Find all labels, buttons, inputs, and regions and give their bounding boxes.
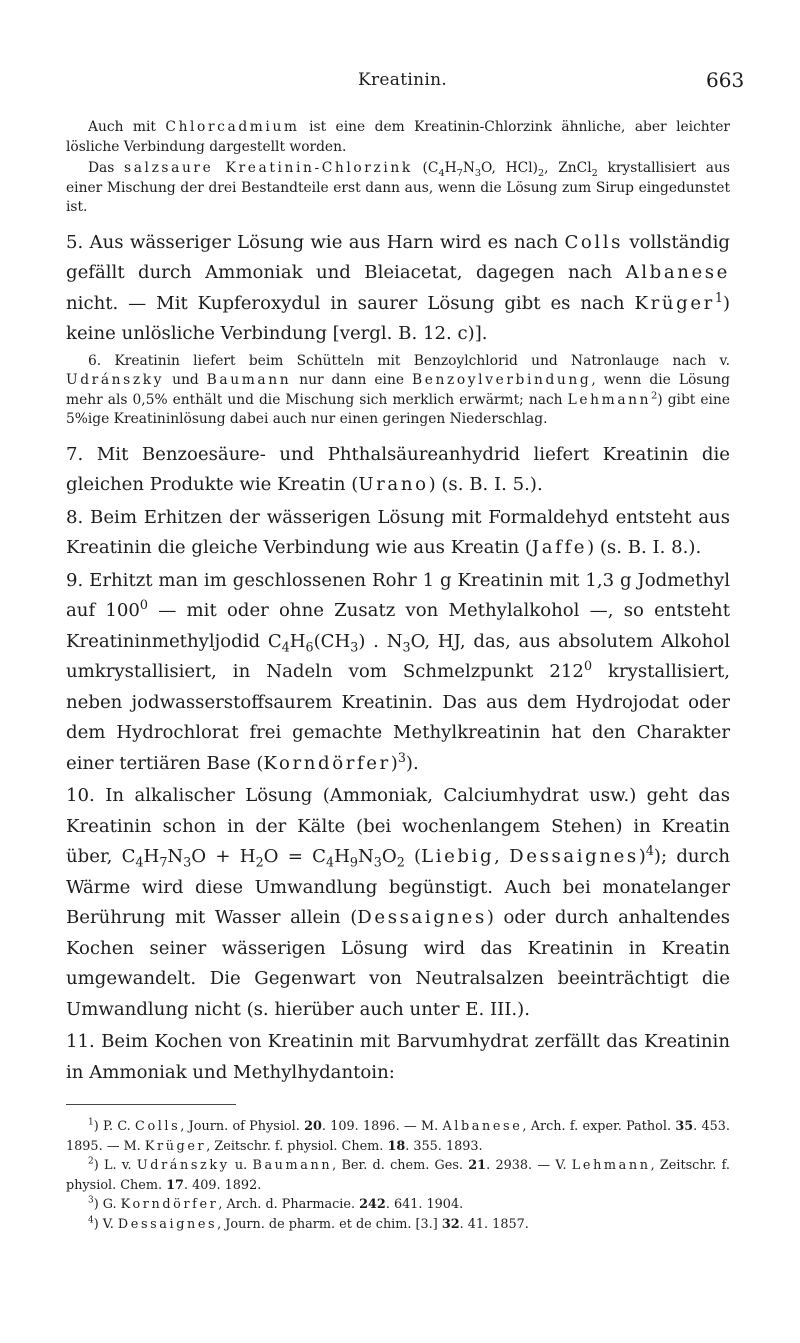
subscript: 3	[402, 639, 411, 655]
spaced-term: Dessaignes	[509, 846, 639, 867]
text-run: . 641. 1904.	[385, 1197, 464, 1212]
text-run: ) G.	[93, 1197, 121, 1212]
formula-part: O = C	[263, 846, 327, 867]
spaced-term: Baumann	[252, 1158, 333, 1173]
text-run: ) (s. B. I. 5.).	[428, 474, 543, 495]
text-run: ) gibt eine 5%ige Kreatininlösung dabei auch nur einen geringen Niederschlag.	[66, 391, 730, 427]
subscript: 6	[305, 639, 314, 655]
text-run: und	[164, 372, 207, 388]
formula-part: , ZnCl	[544, 160, 592, 176]
subscript: 4	[438, 167, 445, 179]
formula-part: O + H	[191, 846, 256, 867]
paragraph-6	[66, 352, 730, 430]
text-run: 10. In alkalischer Lösung (Ammoniak, Calciumhydrat usw.) geht das Kreatinin schon in der Kälte (bei wochenlangem Stehen) in Kreatin über, C	[66, 785, 730, 867]
superscript: 0	[139, 596, 148, 612]
spaced-term: Lehmann	[567, 391, 652, 408]
paragraph-10	[66, 781, 730, 1025]
text-run: ) oder durch anhaltendes Kochen seiner wässerigen Lösung wird das Kreatinin in Kreatin umgewandelt. Die Gegenwart von Neutralsalzen beeinträchtigt die Umwandlung nicht (s. hierüber auch unter E. III.).	[66, 907, 730, 1020]
page-header	[0, 70, 800, 100]
subscript: 3	[373, 854, 382, 870]
text-run: Das	[88, 160, 125, 176]
footnote-ref: 1	[714, 289, 723, 305]
formula-part: H	[143, 846, 160, 867]
footnote-number: 4	[88, 1215, 94, 1226]
formula-part: N	[462, 160, 475, 176]
paragraph-8	[66, 503, 730, 564]
paragraph-5	[66, 228, 730, 350]
text-run: . 41. 1857.	[459, 1216, 529, 1232]
subscript: 4	[281, 639, 290, 655]
text-run: ) (s. B. I. 8.).	[587, 537, 702, 558]
volume-number: 32	[441, 1216, 460, 1232]
spaced-term: Dessaignes	[357, 907, 487, 928]
text-run: . 2938. — V.	[486, 1158, 572, 1173]
text-run: , Ber. d. chem. Ges.	[332, 1158, 469, 1173]
formula-part: (C	[412, 160, 439, 176]
text-run: ,	[494, 846, 510, 867]
footnote-ref: 4	[645, 842, 654, 858]
spaced-term: Colls	[564, 231, 624, 253]
spaced-term: Colls	[135, 1119, 181, 1134]
formula-part: O	[381, 846, 397, 867]
text-run: 6. Kreatinin liefert beim Schütteln mit Benzoylchlorid und Natronlauge nach v.	[88, 352, 730, 369]
footnote-ref: 2	[651, 389, 658, 401]
text-run: nicht. — Mit Kupferoxydul in saurer Lösung gibt es nach	[66, 292, 635, 314]
footnote-3	[66, 1195, 730, 1215]
spaced-term: Baumann	[206, 372, 292, 388]
text-run: )	[638, 846, 646, 867]
text-run: . 109. 1896. — M.	[321, 1119, 443, 1134]
formula-part: N	[167, 846, 184, 867]
text-run: , Arch. f. exper. Pathol.	[522, 1119, 676, 1134]
footnote-number: 1	[88, 1117, 94, 1128]
text-run: ist eine dem Kreatinin-Chlorzink ähnliche, aber leichter lösliche Verbindung dargestellt worden.	[66, 119, 730, 155]
page-body	[66, 118, 730, 1234]
paragraph-11	[66, 1027, 730, 1088]
spaced-term: Korndörfer	[263, 752, 391, 774]
text-run: — mit oder ohne Zusatz von Methylalkohol —, so entsteht Kreatininmethyljodid C	[66, 600, 730, 652]
text-run: , Arch. d. Pharmacie.	[218, 1197, 360, 1212]
text-run: , Journ. of Physiol.	[180, 1119, 305, 1134]
footnote-4	[66, 1215, 730, 1235]
subscript: 4	[135, 854, 144, 870]
spaced-term: salzsaure Kreatinin-Chlorzink	[124, 160, 413, 176]
spaced-term: Jaffe	[531, 537, 588, 558]
text-run: ) keine unlösliche Verbindung [vergl. B. 12. c)].	[66, 292, 730, 344]
subscript: 3	[474, 167, 482, 179]
subscript: 7	[159, 854, 168, 870]
text-run: vollständig gefällt durch Ammoniak und Bleiacetat, dagegen nach	[66, 231, 731, 283]
text-run: 7. Mit Benzoesäure- und Phthalsäureanhydrid liefert Kreatinin die gleichen Produkte wie Kreatin (	[66, 443, 730, 495]
formula-part: H	[289, 630, 306, 652]
text-run: 11. Beim Kochen von Kreatinin mit Barvumhydrat zerfällt das Kreatinin in Ammoniak und Methylhydantoin:	[66, 1031, 730, 1083]
text-run: ) L. v.	[93, 1158, 137, 1173]
paragraph-chlorcadmium	[66, 118, 730, 157]
spaced-term: Krüger	[634, 292, 715, 314]
text-run: 9. Erhitzt man im geschlossenen Rohr 1 g Kreatinin mit 1,3 g Jodmethyl auf 100	[66, 569, 730, 621]
formula-part: H	[334, 846, 350, 867]
spaced-term: Liebig	[421, 846, 495, 867]
formula-part: ) . N	[358, 630, 403, 652]
formula-part: N	[357, 846, 374, 867]
subscript: 4	[326, 854, 335, 870]
text-run: krystallisiert, neben jodwasserstoffsaurem Kreatinin. Das aus dem Hydrojodat oder dem Hydrochlorat frei gemachte Methylkreatinin hat den Charakter einer tertiären Base (	[66, 661, 730, 774]
paragraph-salzsaure-kreatinin-chlorzink	[66, 159, 730, 218]
paragraph-7	[66, 440, 730, 501]
volume-number: 17	[166, 1177, 184, 1193]
spaced-term: Dessaignes	[117, 1216, 218, 1232]
footnote-2	[66, 1156, 730, 1195]
text-run: ) V.	[93, 1216, 118, 1232]
text-run: 8. Beim Erhitzen der wässerigen Lösung mit Formaldehyd entsteht aus Kreatinin die gleiche Verbindung wie aus Kreatin (	[66, 506, 730, 558]
text-run: )	[390, 752, 398, 774]
text-run: 5. Aus wässeriger Lösung wie aus Harn wird es nach	[66, 231, 565, 253]
text-run: Auch mit	[88, 119, 166, 135]
text-run: ); durch Wärme wird diese Umwandlung begünstigt. Auch bei monatelanger Berührung mit Wasser allein (	[66, 846, 730, 928]
subscript: 2	[255, 854, 264, 870]
formula-part: (CH	[313, 630, 351, 652]
spaced-term: Krüger	[144, 1138, 207, 1154]
text-run: O, HJ, das, aus absolutem Alkohol umkrystallisiert, in Nadeln vom Schmelzpunkt 212	[66, 630, 730, 682]
spaced-term: Udránszky	[136, 1158, 230, 1173]
spaced-term: Benzoylverbindung	[412, 372, 592, 388]
text-run: (	[404, 846, 422, 867]
formula-part: H	[444, 160, 457, 176]
text-run: . 409. 1892.	[183, 1177, 262, 1193]
spaced-term: Albanese	[625, 262, 730, 283]
spaced-term: Udránszky	[66, 372, 165, 388]
volume-number: 18	[387, 1138, 406, 1154]
text-run: nur dann eine	[291, 372, 413, 388]
text-run: , wenn die Lösung mehr als 0,5% enthält und die Mischung sich merklich erwärmt; nach	[66, 372, 730, 408]
volume-number: 242	[359, 1197, 386, 1212]
text-run: , Zeitschr. f. physiol. Chem.	[206, 1138, 388, 1154]
subscript: 2	[591, 167, 598, 179]
page-number: 663	[706, 68, 745, 92]
formula-part: O, HCl)	[481, 160, 538, 176]
text-run: u.	[229, 1158, 253, 1173]
text-run: . 453. 1895. — M.	[66, 1119, 730, 1154]
footnote-ref: 3	[397, 749, 406, 765]
spaced-term: Albanese	[442, 1119, 523, 1134]
spaced-term: Lehmann	[571, 1158, 651, 1173]
subscript: 3	[350, 639, 359, 655]
footnote-1	[66, 1117, 730, 1156]
subscript: 2	[538, 167, 545, 179]
subscript: 2	[396, 854, 405, 870]
volume-number: 35	[675, 1119, 694, 1134]
spaced-term: Korndörfer	[120, 1197, 219, 1212]
volume-number: 20	[304, 1119, 322, 1134]
subscript: 3	[183, 854, 192, 870]
running-title: Kreatinin.	[358, 70, 448, 90]
text-run: krystallisiert aus einer Mischung der drei Bestandteile erst dann aus, wenn die Lösung zum Sirup eingedunstet ist.	[66, 160, 730, 215]
text-run: , Zeitschr. f. physiol. Chem.	[66, 1158, 730, 1193]
subscript: 9	[349, 854, 358, 870]
footnote-number: 2	[88, 1156, 94, 1167]
spaced-term: Chlorcadmium	[165, 119, 300, 135]
paragraph-9	[66, 566, 730, 780]
superscript: 0	[583, 657, 592, 673]
subscript: 7	[456, 167, 463, 179]
text-run: ).	[405, 752, 419, 774]
text-run: . 355. 1893.	[405, 1138, 483, 1154]
footnote-number: 3	[88, 1195, 94, 1206]
text-run: ) P. C.	[93, 1119, 136, 1134]
footnote-divider	[66, 1104, 236, 1105]
text-run: , Journ. de pharm. et de chim. [3.]	[217, 1216, 442, 1232]
volume-number: 21	[468, 1158, 487, 1173]
spaced-term: Urano	[358, 474, 429, 495]
